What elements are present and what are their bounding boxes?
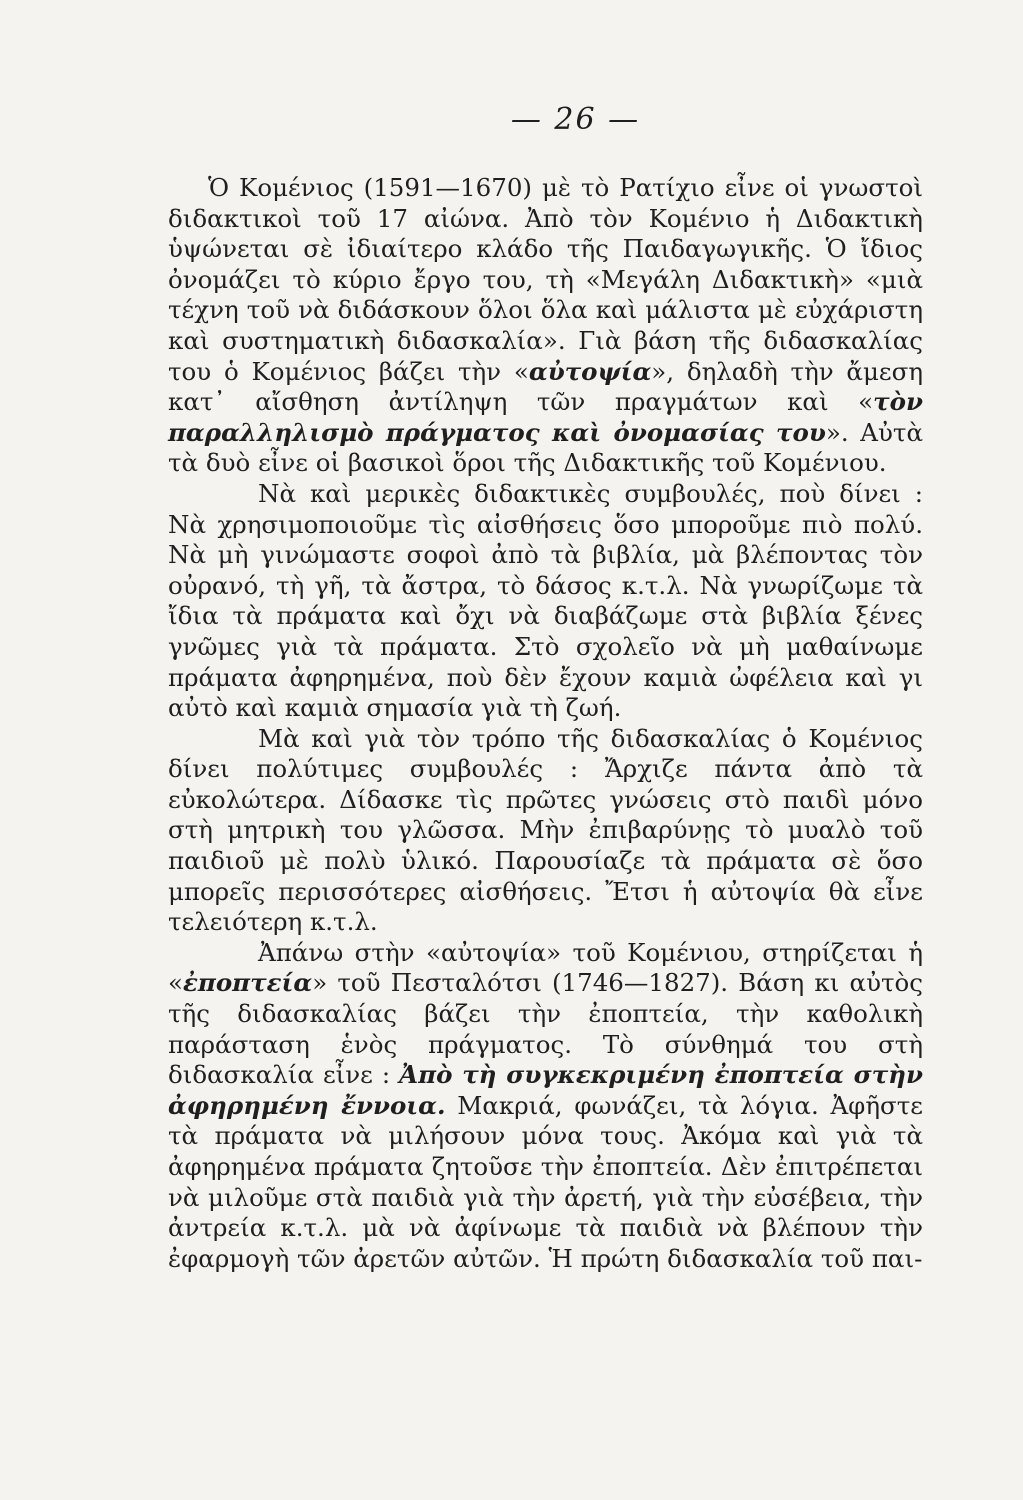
text-segment: Ὁ Κομένιος (1591—1670) μὲ τὸ Ρατίχιο εἶνε οἱ γνωστοὶ διδακτικοὶ τοῦ 17 αἰώνα. Ἀπὸ τὸν Κομένιο ἡ Διδακτικὴ ὑψώνεται σὲ ἰδιαίτερο κλάδο τῆς Παιδαγωγικῆς. Ὁ ἴδιος ὀνομάζει τὸ κύριο ἔργο του, τὴ «Μεγάλη Διδακτικὴ» «μιὰ τέχνη τοῦ νὰ διδάσκουν ὅλοι ὅλα καὶ μάλιστα μὲ εὐχάριστη καὶ συστηματικὴ διδασκαλία». Γιὰ βάση τῆς διδασκαλίας του ὁ Κομένιος βάζει τὴν « xyxy=(168,173,923,386)
term-epopteia: ἐποπτεία xyxy=(183,968,313,998)
text-segment: », δηλαδὴ τὴν ἄμεση κατ᾽ αἴσθηση ἀντίληψη τῶν πραγμάτων καὶ « xyxy=(168,356,923,417)
motto: Ἀπὸ τὴ συγκεκριμένη ἐποπτεία στὴν ἀφηρημένη ἔννοια. xyxy=(168,1060,923,1120)
paragraph-komenios xyxy=(168,173,923,479)
body-text xyxy=(168,173,923,1274)
text-segment: ». Αὐτὰ τὰ δυὸ εἶνε οἱ βασικοὶ ὅροι τῆς Διδακτικῆς τοῦ Κομένιου. xyxy=(168,417,923,478)
page-number: — 26 — xyxy=(510,102,641,137)
paragraph-advice xyxy=(168,479,923,724)
paragraph-method xyxy=(168,724,923,938)
term-autopsia: αὐτοψία xyxy=(528,356,652,386)
text-segment: Ἀπάνω στὴν «αὐτοψία» τοῦ Κομένιου, στηρίζεται ἡ « xyxy=(168,937,923,998)
paragraph-pestalozzi xyxy=(168,938,923,1275)
text-segment: » τοῦ Πεσταλότσι (1746—1827). Βάση κι αὐτὸς τῆς διδασκαλίας βάζει τὴν ἐποπτεία, τὴν καθολικὴ παράσταση ἑνὸς πράγματος. Τὸ σύνθημά του στὴ διδασκαλία εἶνε : xyxy=(168,968,923,1090)
term-parallelism: τὸν παραλληλισμὸ πράγματος καὶ ὀνομασίας του xyxy=(168,387,923,447)
text-segment: Μὰ καὶ γιὰ τὸν τρόπο τῆς διδασκαλίας ὁ Κομένιος δίνει πολύτιμες συμβουλές : Ἄρχιζε πάντα ἀπὸ τὰ εὐκολώτερα. Δίδασκε τὶς πρῶτες γνώσεις στὸ παιδὶ μόνο στὴ μητρικὴ του γλῶσσα. Μὴν ἐπιβαρύνῃς τὸ μυαλὸ τοῦ παιδιοῦ μὲ πολὺ ὑλικό. Παρουσίαζε τὰ πράματα σὲ ὅσο μπορεῖς περισσότερες αἰσθήσεις. Ἔτσι ἡ αὐτοψία θὰ εἶνε τελειότερη κ.τ.λ. xyxy=(168,723,923,937)
text-segment: Νὰ καὶ μερικὲς διδακτικὲς συμβουλές, ποὺ δίνει : Νὰ χρησιμοποιοῦμε τὶς αἰσθήσεις ὅσο μποροῦμε πιὸ πολύ. Νὰ μὴ γινώμαστε σοφοὶ ἀπὸ τὰ βιβλία, μὰ βλέποντας τὸν οὐρανό, τὴ γῆ, τὰ ἄστρα, τὸ δάσος κ.τ.λ. Νὰ γνωρίζωμε τὰ ἴδια τὰ πράματα καὶ ὄχι νὰ διαβάζωμε στὰ βιβλία ξένες γνῶμες γιὰ τὰ πράματα. Στὸ σχολεῖο νὰ μὴ μαθαίνωμε πράματα ἀφηρημένα, ποὺ δὲν ἔχουν καμιὰ ὠφέλεια καὶ γι αὐτὸ καὶ καμιὰ σημασία γιὰ τὴ ζωή. xyxy=(168,478,923,723)
text-segment: Μακριά, φωνάζει, τὰ λόγια. Ἀφῆστε τὰ πράματα νὰ μιλήσουν μόνα τους. Ἀκόμα καὶ γιὰ τὰ ἀφηρημένα πράματα ζητοῦσε τὴν ἐποπτεία. Δὲν ἐπιτρέπεται νὰ μιλοῦμε στὰ παιδιὰ γιὰ τὴν ἀρετή, γιὰ τὴν εὐσέβεια, τὴν ἀντρεία κ.τ.λ. μὰ νὰ ἀφίνωμε τὰ παιδιὰ νὰ βλέπουν τὴν ἐφαρμογὴ τῶν ἀρετῶν αὐτῶν. Ἡ πρώτη διδασκαλία τοῦ παι- xyxy=(168,1090,923,1273)
